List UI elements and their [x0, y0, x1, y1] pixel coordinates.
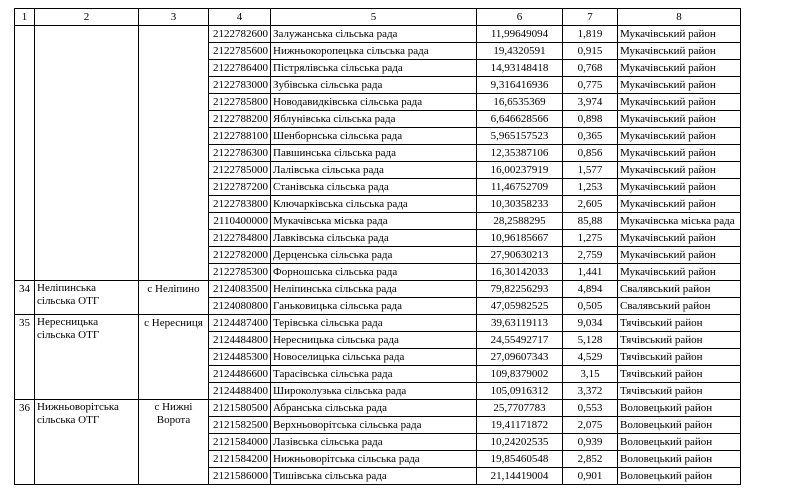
area-cell: 27,90630213: [477, 247, 563, 264]
table-row: [209, 128, 741, 145]
header-cell: 4: [209, 9, 271, 26]
table-row: [209, 162, 741, 179]
table-row: [209, 434, 741, 451]
area-cell: 6,646628566: [477, 111, 563, 128]
table-row: [209, 451, 741, 468]
share-cell: 2,852: [563, 451, 618, 468]
district-cell: Мукачівський район: [618, 179, 741, 196]
code-cell: 2124486600: [209, 366, 271, 383]
main-table: [208, 8, 741, 485]
header-cell: 6: [477, 9, 563, 26]
code-cell: 2122785600: [209, 43, 271, 60]
district-cell: Мукачівський район: [618, 77, 741, 94]
share-cell: 2,075: [563, 417, 618, 434]
share-cell: 0,553: [563, 400, 618, 417]
share-cell: 4,529: [563, 349, 618, 366]
council-cell: Павшинська сільська рада: [271, 145, 477, 162]
group-center: [139, 26, 209, 281]
table-row: [209, 468, 741, 485]
table-row: [209, 77, 741, 94]
council-cell: Форношська сільська рада: [271, 264, 477, 281]
share-cell: 0,898: [563, 111, 618, 128]
table-row: [209, 111, 741, 128]
code-cell: 2122787200: [209, 179, 271, 196]
code-cell: 2122782000: [209, 247, 271, 264]
district-cell: Мукачівський район: [618, 60, 741, 77]
code-cell: 2122785000: [209, 162, 271, 179]
council-cell: Нижньоворітська сільська рада: [271, 451, 477, 468]
code-cell: 2124488400: [209, 383, 271, 400]
code-cell: 2121580500: [209, 400, 271, 417]
district-cell: Тячівський район: [618, 332, 741, 349]
area-cell: 19,41171872: [477, 417, 563, 434]
district-cell: Мукачівський район: [618, 196, 741, 213]
area-cell: 16,30142033: [477, 264, 563, 281]
header-cell: 7: [563, 9, 618, 26]
district-cell: Мукачівський район: [618, 162, 741, 179]
council-cell: Терівська сільська рада: [271, 315, 477, 332]
council-cell: Яблунівська сільська рада: [271, 111, 477, 128]
table-row: [209, 196, 741, 213]
council-cell: Пістрялівська сільська рада: [271, 60, 477, 77]
group-name: Неліпинська сільська ОТГ: [35, 281, 139, 315]
council-cell: Ганьковицька сільська рада: [271, 298, 477, 315]
council-cell: Абранська сільська рада: [271, 400, 477, 417]
council-cell: Новоселицька сільська рада: [271, 349, 477, 366]
council-cell: Новодавидківська сільська рада: [271, 94, 477, 111]
district-cell: Мукачівський район: [618, 26, 741, 43]
area-cell: 109,8379002: [477, 366, 563, 383]
district-cell: Мукачівський район: [618, 128, 741, 145]
council-cell: Зубівська сільська рада: [271, 77, 477, 94]
share-cell: 1,275: [563, 230, 618, 247]
district-cell: Тячівський район: [618, 315, 741, 332]
council-cell: Лазівська сільська рада: [271, 434, 477, 451]
table-row: [209, 94, 741, 111]
code-cell: 2122786300: [209, 145, 271, 162]
council-cell: Неліпинська сільська рада: [271, 281, 477, 298]
table-row: [209, 43, 741, 60]
share-cell: 2,759: [563, 247, 618, 264]
group-num: 36: [15, 400, 35, 485]
table-row: [209, 315, 741, 332]
district-cell: Мукачівський район: [618, 247, 741, 264]
group-center: с Нересниця: [139, 315, 209, 400]
code-cell: 2124080800: [209, 298, 271, 315]
share-cell: 1,577: [563, 162, 618, 179]
share-cell: 0,505: [563, 298, 618, 315]
area-cell: 10,96185667: [477, 230, 563, 247]
group-row: [15, 26, 209, 281]
share-cell: 5,128: [563, 332, 618, 349]
share-cell: 0,915: [563, 43, 618, 60]
code-cell: 2121582500: [209, 417, 271, 434]
council-cell: Залужанська сільська рада: [271, 26, 477, 43]
code-cell: 2124485300: [209, 349, 271, 366]
group-num: 34: [15, 281, 35, 315]
header-cell: 1: [15, 9, 35, 26]
district-cell: Мукачівська міська рада: [618, 213, 741, 230]
area-cell: 11,46752709: [477, 179, 563, 196]
left-table: [14, 8, 209, 485]
code-cell: 2121584000: [209, 434, 271, 451]
share-cell: 0,856: [563, 145, 618, 162]
code-cell: 2122785300: [209, 264, 271, 281]
table-row: [209, 417, 741, 434]
area-cell: 24,55492717: [477, 332, 563, 349]
table-body: [209, 26, 741, 485]
council-cell: Тарасівська сільська рада: [271, 366, 477, 383]
area-cell: 14,93148418: [477, 60, 563, 77]
code-cell: 2122788200: [209, 111, 271, 128]
area-cell: 9,316416936: [477, 77, 563, 94]
share-cell: 2,605: [563, 196, 618, 213]
share-cell: 4,894: [563, 281, 618, 298]
area-cell: 10,30358233: [477, 196, 563, 213]
header-cell: 3: [139, 9, 209, 26]
table-row: [209, 298, 741, 315]
district-cell: Тячівський район: [618, 383, 741, 400]
share-cell: 1,819: [563, 26, 618, 43]
share-cell: 0,901: [563, 468, 618, 485]
table-row: [209, 264, 741, 281]
council-cell: Нересницька сільська рада: [271, 332, 477, 349]
group-num: [15, 26, 35, 281]
area-cell: 19,4320591: [477, 43, 563, 60]
code-cell: 2122784800: [209, 230, 271, 247]
header-row: [209, 9, 741, 26]
area-cell: 25,7707783: [477, 400, 563, 417]
share-cell: 0,939: [563, 434, 618, 451]
code-cell: 2122783000: [209, 77, 271, 94]
district-cell: Воловецький район: [618, 417, 741, 434]
area-cell: 12,35387106: [477, 145, 563, 162]
district-cell: Тячівський район: [618, 349, 741, 366]
area-cell: 39,63119113: [477, 315, 563, 332]
table-row: [209, 26, 741, 43]
area-cell: 21,14419004: [477, 468, 563, 485]
district-cell: Воловецький район: [618, 400, 741, 417]
council-cell: Нижньокоропецька сільська рада: [271, 43, 477, 60]
table-row: [209, 349, 741, 366]
group-name: [35, 26, 139, 281]
code-cell: 2124484800: [209, 332, 271, 349]
code-cell: 2124083500: [209, 281, 271, 298]
district-cell: Воловецький район: [618, 451, 741, 468]
table-row: [209, 145, 741, 162]
area-cell: 5,965157523: [477, 128, 563, 145]
share-cell: 9,034: [563, 315, 618, 332]
council-cell: Станівська сільська рада: [271, 179, 477, 196]
area-cell: 19,85460548: [477, 451, 563, 468]
code-cell: 2122782600: [209, 26, 271, 43]
council-cell: Верхньоворітська сільська рада: [271, 417, 477, 434]
area-cell: 27,09607343: [477, 349, 563, 366]
area-cell: 79,82256293: [477, 281, 563, 298]
share-cell: 3,372: [563, 383, 618, 400]
share-cell: 3,15: [563, 366, 618, 383]
district-cell: Мукачівський район: [618, 111, 741, 128]
area-cell: 11,99649094: [477, 26, 563, 43]
table-row: [209, 400, 741, 417]
group-center: с Неліпино: [139, 281, 209, 315]
group-center: с Нижні Ворота: [139, 400, 209, 485]
area-cell: 10,24202535: [477, 434, 563, 451]
share-cell: 0,768: [563, 60, 618, 77]
council-cell: Ключарківська сільська рада: [271, 196, 477, 213]
code-cell: 2110400000: [209, 213, 271, 230]
district-cell: Свалявський район: [618, 281, 741, 298]
group-row: [15, 400, 209, 485]
group-row: [15, 315, 209, 400]
district-cell: Свалявський район: [618, 298, 741, 315]
code-cell: 2121584200: [209, 451, 271, 468]
district-cell: Мукачівський район: [618, 94, 741, 111]
area-cell: 16,6535369: [477, 94, 563, 111]
area-cell: 16,00237919: [477, 162, 563, 179]
table-row: [209, 213, 741, 230]
district-cell: Мукачівський район: [618, 43, 741, 60]
share-cell: 1,441: [563, 264, 618, 281]
table-row: [209, 332, 741, 349]
share-cell: 85,88: [563, 213, 618, 230]
council-cell: Тишівська сільська рада: [271, 468, 477, 485]
share-cell: 0,365: [563, 128, 618, 145]
code-cell: 2122786400: [209, 60, 271, 77]
district-cell: Мукачівський район: [618, 230, 741, 247]
district-cell: Воловецький район: [618, 468, 741, 485]
table-row: [209, 60, 741, 77]
code-cell: 2122783800: [209, 196, 271, 213]
header-cell: 2: [35, 9, 139, 26]
table-row: [209, 366, 741, 383]
district-cell: Воловецький район: [618, 434, 741, 451]
share-cell: 3,974: [563, 94, 618, 111]
council-cell: Широколузька сільська рада: [271, 383, 477, 400]
code-cell: 2121586000: [209, 468, 271, 485]
district-cell: Тячівський район: [618, 366, 741, 383]
council-cell: Мукачівська міська рада: [271, 213, 477, 230]
table-row: [209, 179, 741, 196]
area-cell: 47,05982525: [477, 298, 563, 315]
area-cell: 28,2588295: [477, 213, 563, 230]
share-cell: 1,253: [563, 179, 618, 196]
district-cell: Мукачівський район: [618, 264, 741, 281]
council-cell: Лалівська сільська рада: [271, 162, 477, 179]
group-num: 35: [15, 315, 35, 400]
share-cell: 0,775: [563, 77, 618, 94]
group-row: [15, 281, 209, 315]
council-cell: Лавківська сільська рада: [271, 230, 477, 247]
code-cell: 2122785800: [209, 94, 271, 111]
header-cell: 8: [618, 9, 741, 26]
area-cell: 105,0916312: [477, 383, 563, 400]
council-cell: Шенборнська сільська рада: [271, 128, 477, 145]
table-row: [209, 247, 741, 264]
table-row: [209, 383, 741, 400]
group-name: Нересницька сільська ОТГ: [35, 315, 139, 400]
header-cell: 5: [271, 9, 477, 26]
group-name: Нижньоворітська сільська ОТГ: [35, 400, 139, 485]
council-cell: Дерценська сільська рада: [271, 247, 477, 264]
code-cell: 2122788100: [209, 128, 271, 145]
table-row: [209, 281, 741, 298]
table-row: [209, 230, 741, 247]
header-row: [15, 9, 209, 26]
district-cell: Мукачівський район: [618, 145, 741, 162]
code-cell: 2124487400: [209, 315, 271, 332]
